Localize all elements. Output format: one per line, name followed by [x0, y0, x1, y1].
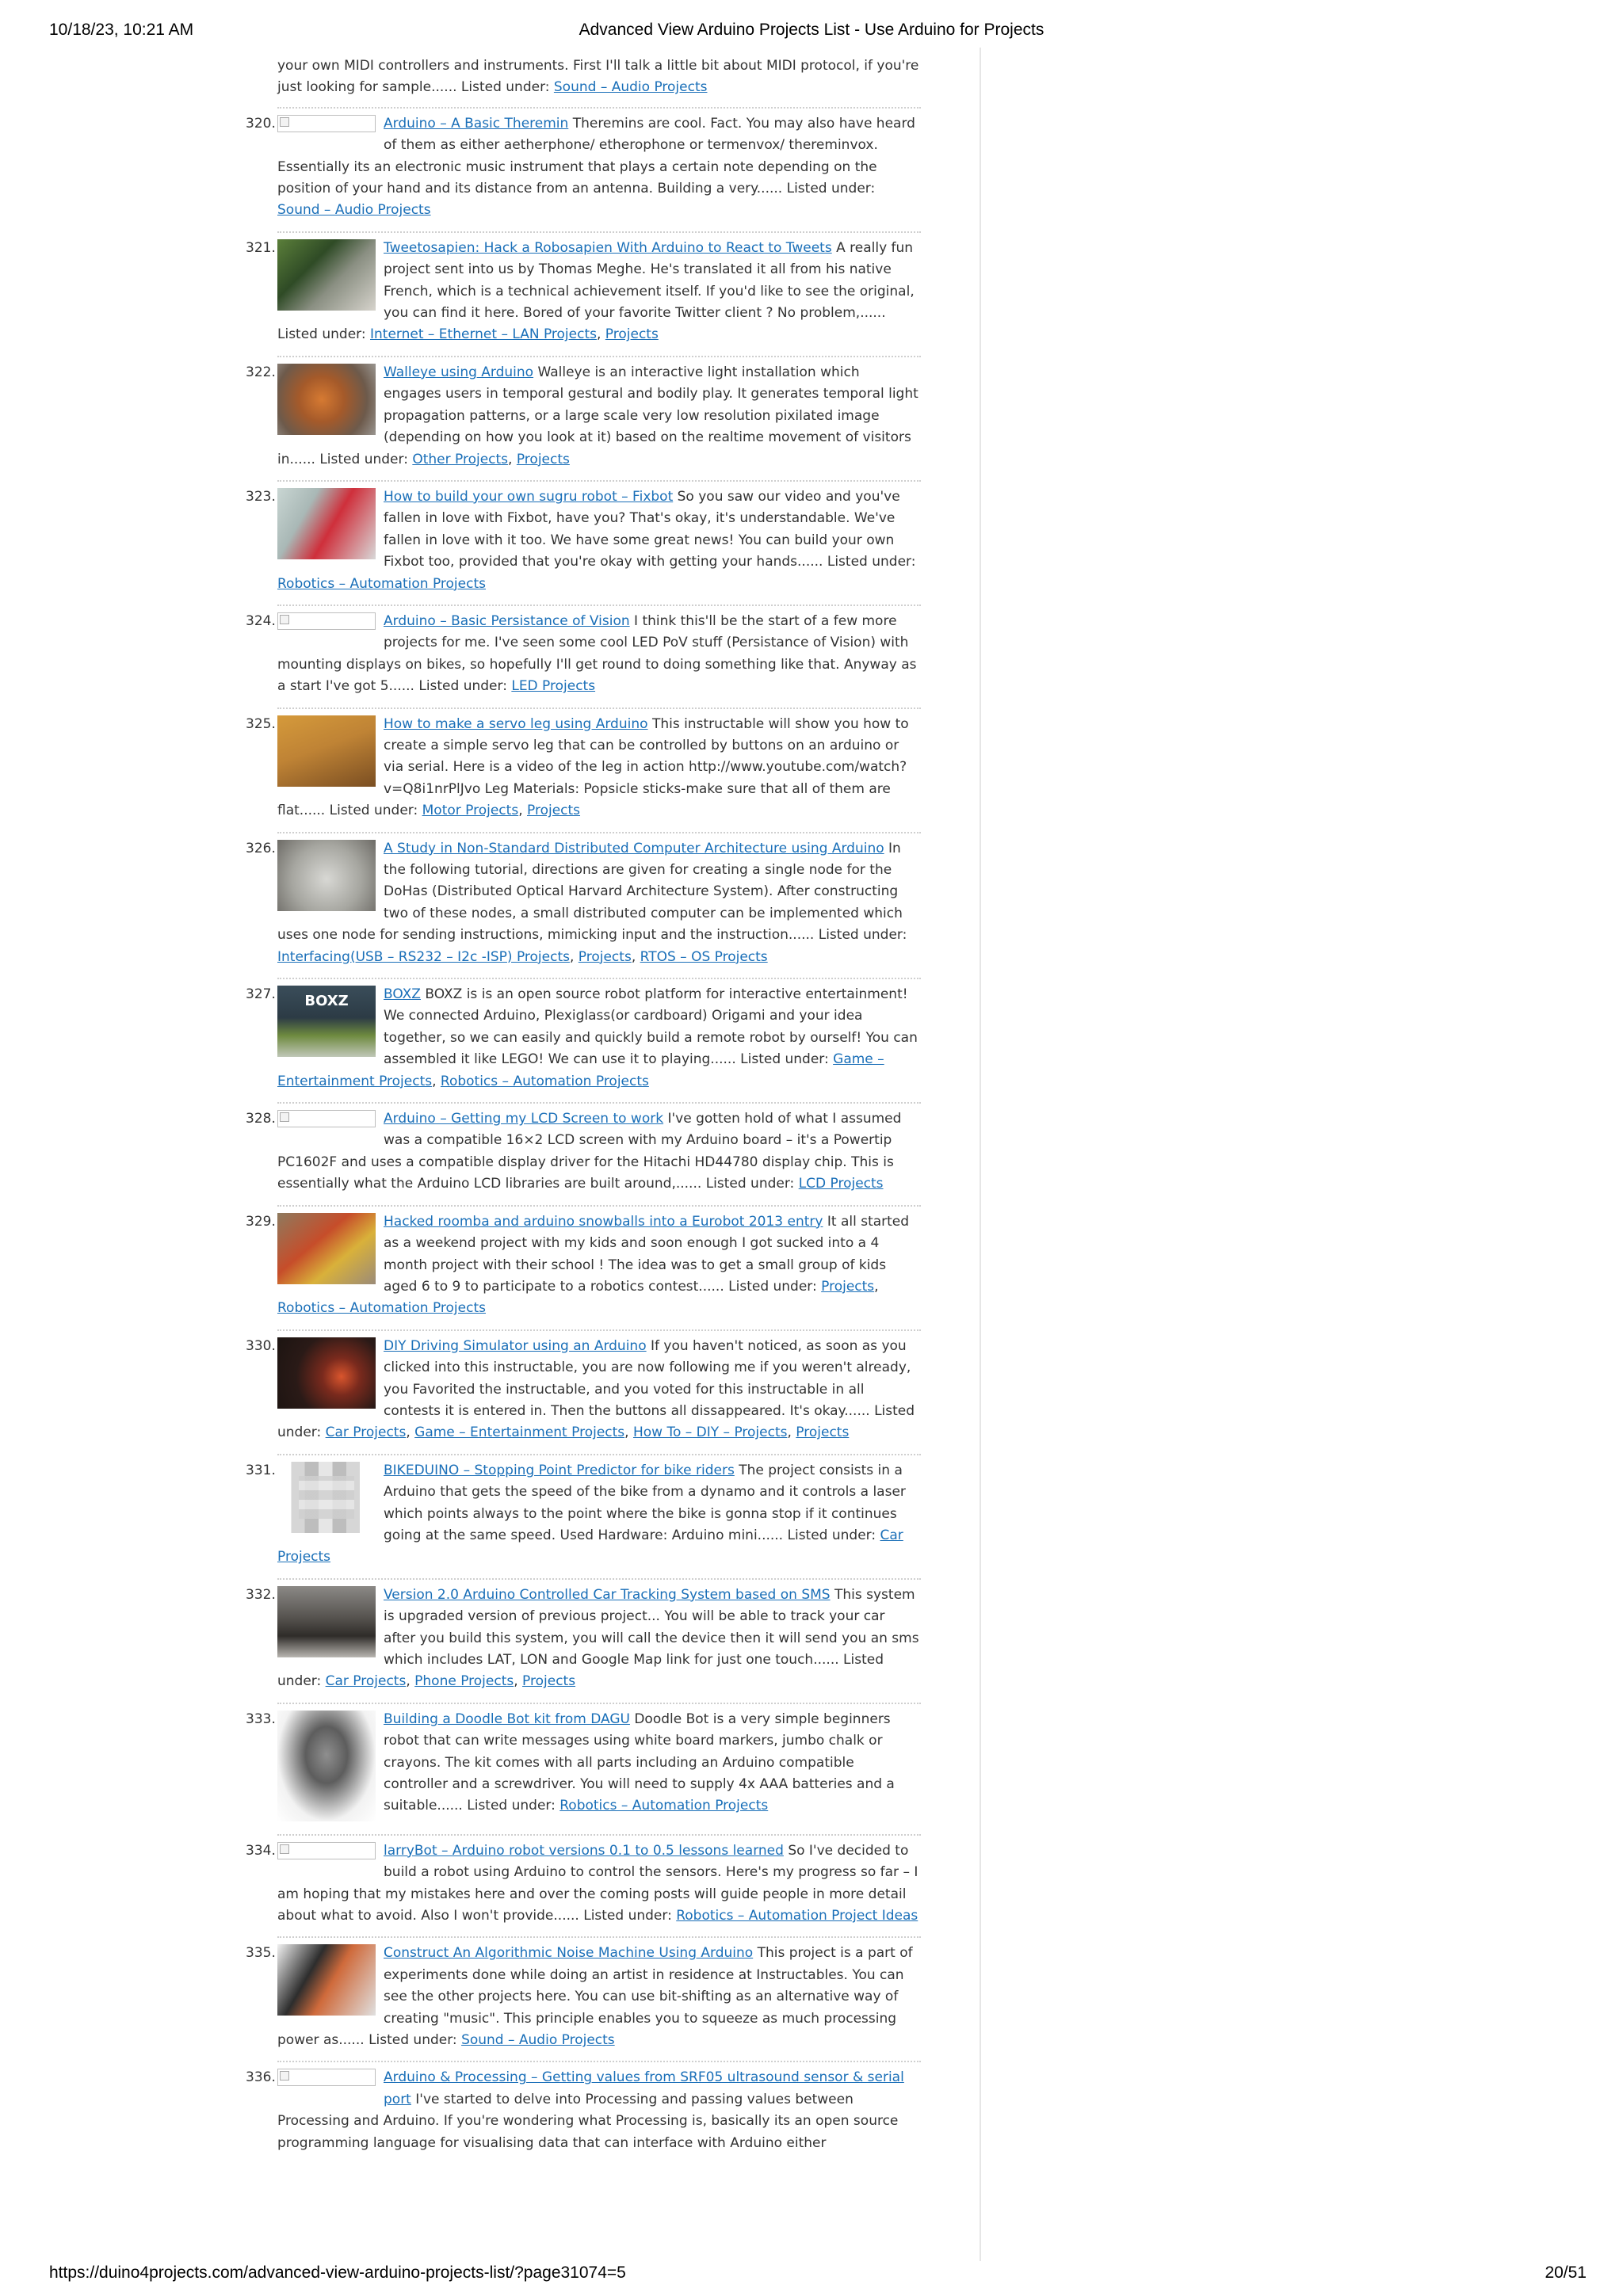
category-link[interactable]: Robotics – Automation Projects	[277, 1300, 486, 1317]
project-item	[246, 2061, 921, 2154]
project-number: 325.	[246, 715, 276, 732]
project-item	[246, 1454, 921, 1569]
project-title-link[interactable]: Arduino – Getting my LCD Screen to work	[384, 1111, 664, 1127]
project-number: 328.	[246, 1111, 276, 1127]
project-item	[246, 107, 921, 222]
project-item: 332. Version 2.0 Arduino Controlled Car Tracking System based on SMS This system is upgraded version of previous project... You will be able to track your car after you build this system, you will call the device then it will send you an sms which includes LAT, LON and Google Map link for just one touch...... Listed under: Car Projects, Phone Projects, Projects	[277, 1578, 921, 1693]
project-number: 336.	[246, 2069, 276, 2086]
print-page-number: 20/51	[1545, 2264, 1587, 2282]
category-link[interactable]: Motor Projects	[422, 803, 519, 819]
category-link[interactable]: Robotics – Automation Projects	[440, 1073, 649, 1089]
category-link[interactable]: Phone Projects	[414, 1673, 514, 1690]
category-link[interactable]: Sound – Audio Projects	[461, 2032, 615, 2049]
category-link[interactable]: Projects	[522, 1673, 576, 1690]
project-title-link[interactable]: How to build your own sugru robot – Fixbot	[384, 488, 674, 505]
project-number: 330.	[246, 1337, 276, 1354]
project-item: 325. How to make a servo leg using Arduino This instructable will show you how to create a simple servo leg that can be controlled by buttons on an arduino or via serial. Here is a video of the leg in action http://www.youtube.com/watch?v=Q8i1nrPlJvo Leg Materials: Popsicle sticks-make sure that all of them are flat...... Listed under: Motor Projects, Projects	[277, 707, 921, 822]
broken-image-thumbnail[interactable]	[277, 1110, 376, 1127]
print-header	[0, 21, 1623, 52]
category-link[interactable]: Robotics – Automation Projects	[277, 575, 486, 592]
project-number: 327.	[246, 986, 276, 1003]
project-thumbnail[interactable]	[277, 1586, 376, 1657]
project-description: I think this'll be the start of a few more projects for me. I've seen some cool LED PoV stuff (Persistance of Vision) with mounting displays on bikes, so hopefully I'll get round to doing something like that. Anyway as a start I've got 5......	[277, 612, 917, 695]
project-item: 329. Hacked roomba and arduino snowballs into a Eurobot 2013 entry It all started as a weekend project with my kids and soon enough I got sucked into a 4 month project with their school ! The idea was to get a small group of kids aged 6 to 9 to participate to a robotics contest...... Listed under: Projects, Robotics – Automation Projects	[277, 1205, 921, 1320]
category-link[interactable]: RTOS – OS Projects	[640, 948, 768, 965]
thumbnail-label: BOXZ	[304, 993, 349, 1010]
category-link[interactable]: Projects	[516, 451, 570, 467]
category-link[interactable]: How To – DIY – Projects	[632, 1425, 788, 1441]
project-item: 327. BOXZ BOXZ BOXZ is is an open source robot platform for interactive entertainment! We connected Arduino, Plexiglass(or cardboard) Origami and your idea together, so we can easily and quickly build a remote robot by ourself! You can assembled it like LEGO! We can use it to playing...... Listed under: Game – Entertainment Projects, Robotics – Automation Projects	[277, 978, 921, 1093]
category-link[interactable]: Interfacing(USB – RS232 – I2c -ISP) Projects	[277, 948, 570, 965]
project-title-link[interactable]: Building a Doodle Bot kit from DAGU	[384, 1711, 630, 1727]
project-item	[246, 1703, 921, 1825]
project-title-link[interactable]: Construct An Algorithmic Noise Machine Using Arduino	[384, 1945, 754, 1962]
project-thumbnail[interactable]	[277, 488, 376, 559]
project-item: 321. Tweetosapien: Hack a Robosapien With Arduino to React to Tweets A really fun project sent into us by Thomas Meghe. He's translated it all from his native French, which is a technical achievement itself. If you'd like to see the original, you can find it here. Bored of your favorite Twitter client ? No problem,...... Listed under: Internet – Ethernet – LAN Projects, Projects	[277, 231, 921, 346]
intro-text: your own MIDI controllers and instruments. First I'll talk a little bit about MIDI protocol, if you're just looking for sample...... Listed under:	[277, 58, 919, 96]
project-description: I've gotten hold of what I assumed was a compatible 16×2 LCD screen with my Arduino board – it's a Powertip PC1602F and uses a compatible display driver for the Hitachi HD44780 display chip. This is essentially what the Arduino LCD libraries are built around,......	[277, 1111, 902, 1192]
category-link[interactable]: Robotics – Automation Projects	[559, 1798, 769, 1814]
project-number: 323.	[246, 488, 276, 505]
project-description: Walleye is an interactive light installation which engages users in temporal gestural and bodily play. It generates temporal light propagation patterns, or a large scale very low resolution pixilated image (depending on how you look at it) based on the realtime movement of visitors in......	[277, 364, 918, 467]
category-link[interactable]: Car Projects	[325, 1425, 407, 1441]
project-thumbnail[interactable]	[277, 1462, 376, 1533]
project-item: 326. A Study in Non-Standard Distributed Computer Architecture using Arduino In the following tutorial, directions are given for creating a single node for the DoHas (Distributed Optical Harvard Architecture System). After constructing two of these nodes, a small distributed computer can be implemented which uses one node for sending instructions, mimicking input and the instruction...... Listed under: Interfacing(USB – RS232 – I2c -ISP) Projects, Projects, RTOS – OS Projects	[277, 832, 921, 968]
project-thumbnail[interactable]	[277, 1337, 376, 1409]
listed-under-label: Listed under:	[827, 554, 916, 570]
category-link[interactable]: Projects	[605, 326, 659, 343]
project-title-link[interactable]: Tweetosapien: Hack a Robosapien With Arduino to React to Tweets	[384, 239, 832, 256]
project-item	[246, 1834, 921, 1928]
broken-image-thumbnail[interactable]	[277, 1842, 376, 1859]
project-title-link[interactable]: Arduino – Basic Persistance of Vision	[384, 612, 630, 629]
sidebar-divider	[980, 48, 981, 2261]
project-thumbnail[interactable]	[277, 986, 376, 1057]
project-title-link[interactable]: Arduino & Processing – Getting values from SRF05 ultrasound sensor & serial port	[384, 2069, 904, 2107]
project-item: 322. Walleye using Arduino Walleye is an interactive light installation which engages users in temporal gestural and bodily play. It generates temporal light propagation patterns, or a large scale very low resolution pixilated image (depending on how you look at it) based on the realtime movement of visitors in...... Listed under: Other Projects, Projects	[277, 356, 921, 471]
project-title-link[interactable]: A Study in Non-Standard Distributed Computer Architecture using Arduino	[384, 840, 884, 856]
listed-under-label: Listed under:	[418, 678, 507, 695]
listed-under-label: Listed under:	[583, 1908, 672, 1924]
project-number: 329.	[246, 1213, 276, 1230]
project-thumbnail[interactable]	[277, 1711, 376, 1821]
project-number: 322.	[246, 364, 276, 380]
project-description: It all started as a weekend project with my kids and soon enough I got sucked into a 4 month project with their school ! The idea was to get a small group of kids aged 6 to 9 to participate to a robotics contest......	[384, 1213, 910, 1295]
print-url: https://duino4projects.com/advanced-view-arduino-projects-list/?page31074=5	[49, 2264, 626, 2282]
category-link[interactable]: Projects	[578, 948, 632, 965]
project-title-link[interactable]: Hacked roomba and arduino snowballs into a Eurobot 2013 entry	[384, 1213, 823, 1230]
listed-under-label: Listed under:	[319, 451, 408, 467]
listed-under-label: Listed under:	[277, 326, 366, 343]
listed-under-label: Listed under:	[787, 1527, 876, 1543]
listed-under-label: Listed under:	[277, 1652, 884, 1690]
project-item	[246, 1102, 921, 1196]
projects-list	[246, 107, 921, 2154]
project-description: This project is a part of experiments done while doing an artist in residence at Instructables. You can see the other projects here. You can use bit-shifting as an alternative way of creating "music". This principle enables you to squeeze as much processing power as......	[277, 1945, 913, 2049]
listed-under-label: Listed under:	[467, 1798, 556, 1814]
project-title-link[interactable]: BOXZ	[384, 986, 421, 1003]
project-number: 335.	[246, 1945, 276, 1962]
category-link[interactable]: Internet – Ethernet – LAN Projects	[370, 326, 597, 343]
project-description: Doodle Bot is a very simple beginners robot that can write messages using white board markers, jumbo chalk or crayons. The kit comes with all parts including an Arduino compatible controller and a screwdriver. You will need to supply 4x AAA batteries and a suitable......	[384, 1711, 895, 1814]
project-description: In the following tutorial, directions are given for creating a single node for the DoHas (Distributed Optical Harvard Architecture System). After constructing two of these nodes, a small distributed computer can be implemented which uses one node for sending instructions, mimicking input and the instruction......	[277, 840, 903, 944]
listed-under-label: Listed under:	[277, 1402, 915, 1441]
project-number: 333.	[246, 1711, 276, 1727]
project-title-link[interactable]: Arduino – A Basic Theremin	[384, 115, 569, 132]
listed-under-label: Listed under:	[740, 1051, 829, 1068]
category-link[interactable]: Projects	[527, 803, 581, 819]
project-number: 321.	[246, 239, 276, 256]
project-description: The project consists in a Arduino that gets the speed of the bike from a dynamo and it controls a laser which points always to the point where the bike is gonna stop if it continues going at the same speed. Used Hardware: Arduino mini......	[384, 1462, 906, 1543]
project-title-link[interactable]: BIKEDUINO – Stopping Point Predictor for bike riders	[384, 1462, 735, 1478]
broken-image-thumbnail[interactable]	[277, 115, 376, 132]
project-description: So I've decided to build a robot using Arduino to control the sensors. Here's my progress so far – I am hoping that my mistakes here and over the coming posts will guide people in more detail about what to avoid. Also I won't provide......	[277, 1842, 918, 1924]
project-item	[246, 1936, 921, 2051]
listed-under-label: Listed under:	[329, 803, 418, 819]
project-description: I've started to delve into Processing and passing values between Processing and Arduino. If you're wondering what Processing is, basically its an open source programming language for visualising data that can interface with Arduino either	[277, 2091, 899, 2151]
project-number: 334.	[246, 1842, 276, 1859]
project-thumbnail[interactable]	[277, 715, 376, 787]
listed-under-label: Listed under:	[369, 2032, 457, 2049]
project-description: This system is upgraded version of previous project... You will be able to track your car after you build this system, you will call the device then it will send you an sms which includes LAT, LON and Google Map link for just one touch......	[384, 1586, 919, 1668]
category-link[interactable]: Projects	[821, 1278, 875, 1295]
print-datetime: 10/18/23, 10:21 AM	[49, 21, 194, 39]
print-page-title: Advanced View Arduino Projects List - Use Arduino for Projects	[579, 21, 1044, 39]
projects-list-content	[246, 55, 921, 2164]
project-number: 332.	[246, 1586, 276, 1603]
project-description: So you saw our video and you've fallen in love with Fixbot, have you? That's okay, it's understandable. We've fallen in love with it too. We have some great news! You can build your own Fixbot too, provided that you're okay with getting your hands......	[384, 488, 900, 570]
listed-under-label: Listed under:	[705, 1176, 795, 1192]
listed-under-label: Listed under:	[818, 927, 907, 944]
category-link[interactable]: Game – Entertainment Projects	[414, 1425, 625, 1441]
project-description: BOXZ is is an open source robot platform for interactive entertainment! We connected Arduino, Plexiglass(or cardboard) Origami and your idea together, so we can easily and quickly build a remote robot by ourself! You can assembled it like LEGO! We can use it to playing......	[384, 986, 918, 1068]
project-description: Theremins are cool. Fact. You may also have heard of them as either aetherphone/ etherophone or termenvox/ thereminvox. Essentially its an electronic music instrument that plays a certain note depending on the position of your hand and its distance from an antenna. Building a very......	[277, 115, 915, 197]
project-title-link[interactable]: DIY Driving Simulator using an Arduino	[384, 1337, 647, 1354]
project-title-link[interactable]: Version 2.0 Arduino Controlled Car Tracking System based on SMS	[384, 1586, 831, 1603]
category-link[interactable]: Game – Entertainment Projects	[277, 1051, 884, 1089]
project-item	[246, 605, 921, 698]
print-footer	[0, 2264, 1623, 2295]
project-number: 320.	[246, 115, 276, 132]
category-link[interactable]: LED Projects	[511, 678, 596, 695]
project-number: 326.	[246, 840, 276, 856]
project-number: 324.	[246, 612, 276, 629]
category-link[interactable]: Projects	[796, 1425, 850, 1441]
project-item: 330. DIY Driving Simulator using an Arduino If you haven't noticed, as soon as you clicked into this instructable, you are now following me if you weren't already, you Favorited the instructable, and you voted for this instructable in all contests it is entered in. Then the buttons all dissappeared. It's okay...... Listed under: Car Projects, Game – Entertainment Projects, How To – DIY – Projects, Projects	[277, 1329, 921, 1444]
project-thumbnail[interactable]	[277, 239, 376, 311]
project-number: 331.	[246, 1462, 276, 1478]
broken-image-thumbnail[interactable]	[277, 612, 376, 630]
category-link[interactable]: Other Projects	[412, 451, 509, 467]
project-item	[246, 480, 921, 595]
project-title-link[interactable]: larryBot – Arduino robot versions 0.1 to 0.5 lessons learned	[384, 1842, 784, 1859]
broken-image-thumbnail[interactable]	[277, 2069, 376, 2086]
intro-paragraph	[277, 55, 921, 99]
listed-under-label: Listed under:	[786, 181, 876, 197]
project-description: If you haven't noticed, as soon as you clicked into this instructable, you are now following me if you weren't already, you Favorited the instructable, and you voted for this instructable in all contests it is entered in. Then the buttons all dissappeared. It's okay......	[384, 1337, 911, 1419]
category-link[interactable]: Sound – Audio Projects	[277, 202, 431, 219]
category-link[interactable]: LCD Projects	[798, 1176, 884, 1192]
project-thumbnail[interactable]	[277, 364, 376, 435]
category-link[interactable]: Robotics – Automation Project Ideas	[676, 1908, 918, 1924]
category-link[interactable]: Car Projects	[325, 1673, 407, 1690]
project-title-link[interactable]: How to make a servo leg using Arduino	[384, 715, 648, 732]
category-link[interactable]: Car Projects	[277, 1527, 903, 1566]
project-thumbnail[interactable]	[277, 840, 376, 911]
project-title-link[interactable]: Walleye using Arduino	[384, 364, 534, 380]
listed-under-label: Listed under:	[728, 1278, 817, 1295]
project-thumbnail[interactable]	[277, 1944, 376, 2016]
project-thumbnail[interactable]	[277, 1213, 376, 1284]
project-description: A really fun project sent into us by Thomas Meghe. He's translated it all from his native French, which is a technical achievement itself. If you'd like to see the original, you can find it here. Bored of your favorite Twitter client ? No problem,......	[384, 239, 915, 322]
intro-category-link[interactable]: Sound – Audio Projects	[553, 79, 708, 96]
project-description: This instructable will show you how to create a simple servo leg that can be controlled by buttons on an arduino or via serial. Here is a video of the leg in action http://www.youtube.com/watch?v=Q8i1nrPlJvo Leg Materials: Popsicle sticks-make sure that all of them are flat......	[277, 715, 909, 819]
